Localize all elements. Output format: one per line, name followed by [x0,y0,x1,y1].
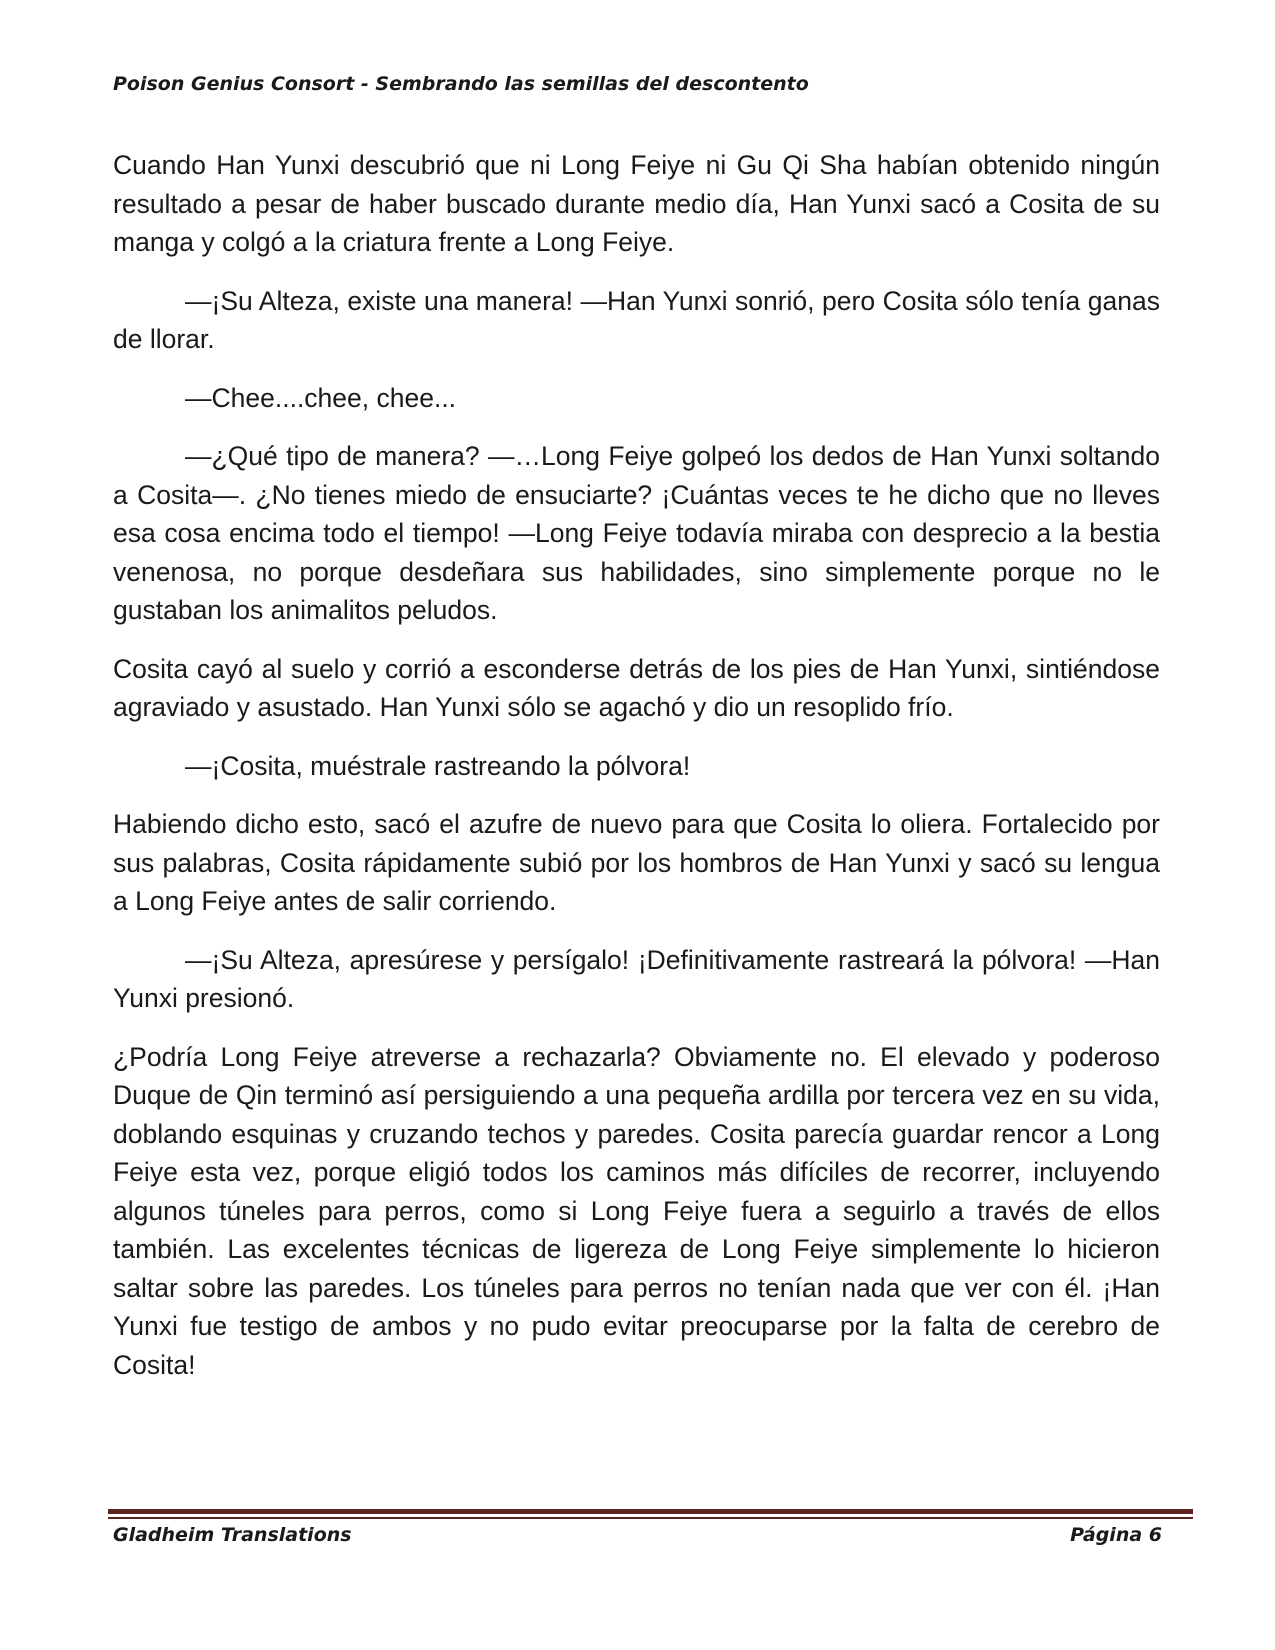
footer-rule-thick [108,1509,1193,1514]
body-text [113,146,1160,1404]
footer-publisher: Gladheim Translations [113,1524,352,1546]
footer-rule-thin [108,1517,1193,1519]
paragraph-6: —¡Cosita, muéstrale rastreando la pólvora! [185,750,691,781]
paragraph-4: —¿Qué tipo de manera? —…Long Feiye golpeó los dedos de Han Yunxi soltando a Cosita—. ¿No tienes miedo de ensuciarte? ¡Cuántas veces te he dicho que no lleves esa cosa encima todo el tiempo! —Long Feiye todavía miraba con desprecio a la bestia venenosa, no porque desdeñara sus habilidades, sino simplemente porque no le gustaban los animalitos peludos. [113,441,1160,625]
paragraph-5: Cosita cayó al suelo y corrió a esconderse detrás de los pies de Han Yunxi, sintiéndose agraviado y asustado. Han Yunxi sólo se agachó y dio un resoplido frío. [113,653,1160,722]
paragraph-8: —¡Su Alteza, apresúrese y persígalo! ¡Definitivamente rastreará la pólvora! —Han Yunxi presionó. [113,944,1160,1013]
page-header: Poison Genius Consort - Sembrando las semillas del descontento [113,73,809,95]
paragraph-7: Habiendo dicho esto, sacó el azufre de nuevo para que Cosita lo oliera. Fortalecido por sus palabras, Cosita rápidamente subió por los hombros de Han Yunxi y sacó su lengua a Long Feiye antes de salir corriendo. [113,809,1160,916]
paragraph-3: —Chee....chee, chee... [185,382,457,413]
paragraph-9: ¿Podría Long Feiye atreverse a rechazarla? Obviamente no. El elevado y poderoso Duque de Qin terminó así persiguiendo a una pequeña ardilla por tercera vez en su vida, doblando esquinas y cruzando techos y paredes. Cosita parecía guardar rencor a Long Feiye esta vez, porque eligió todos los caminos más difíciles de recorrer, incluyendo algunos túneles para perros, como si Long Feiye fuera a seguirlo a través de ellos también. Las excelentes técnicas de ligereza de Long Feiye simplemente lo hicieron saltar sobre las paredes. Los túneles para perros no tenían nada que ver con él. ¡Han Yunxi fue testigo de ambos y no pudo evitar preocuparse por la falta de cerebro de Cosita! [113,1041,1160,1380]
paragraph-1: Cuando Han Yunxi descubrió que ni Long Feiye ni Gu Qi Sha habían obtenido ningún resultado a pesar de haber buscado durante medio día, Han Yunxi sacó a Cosita de su manga y colgó a la criatura frente a Long Feiye. [113,150,1160,257]
paragraph-2: —¡Su Alteza, existe una manera! —Han Yunxi sonrió, pero Cosita sólo tenía ganas de llorar. [113,285,1160,354]
footer-page-number: Página 6 [1070,1524,1162,1546]
